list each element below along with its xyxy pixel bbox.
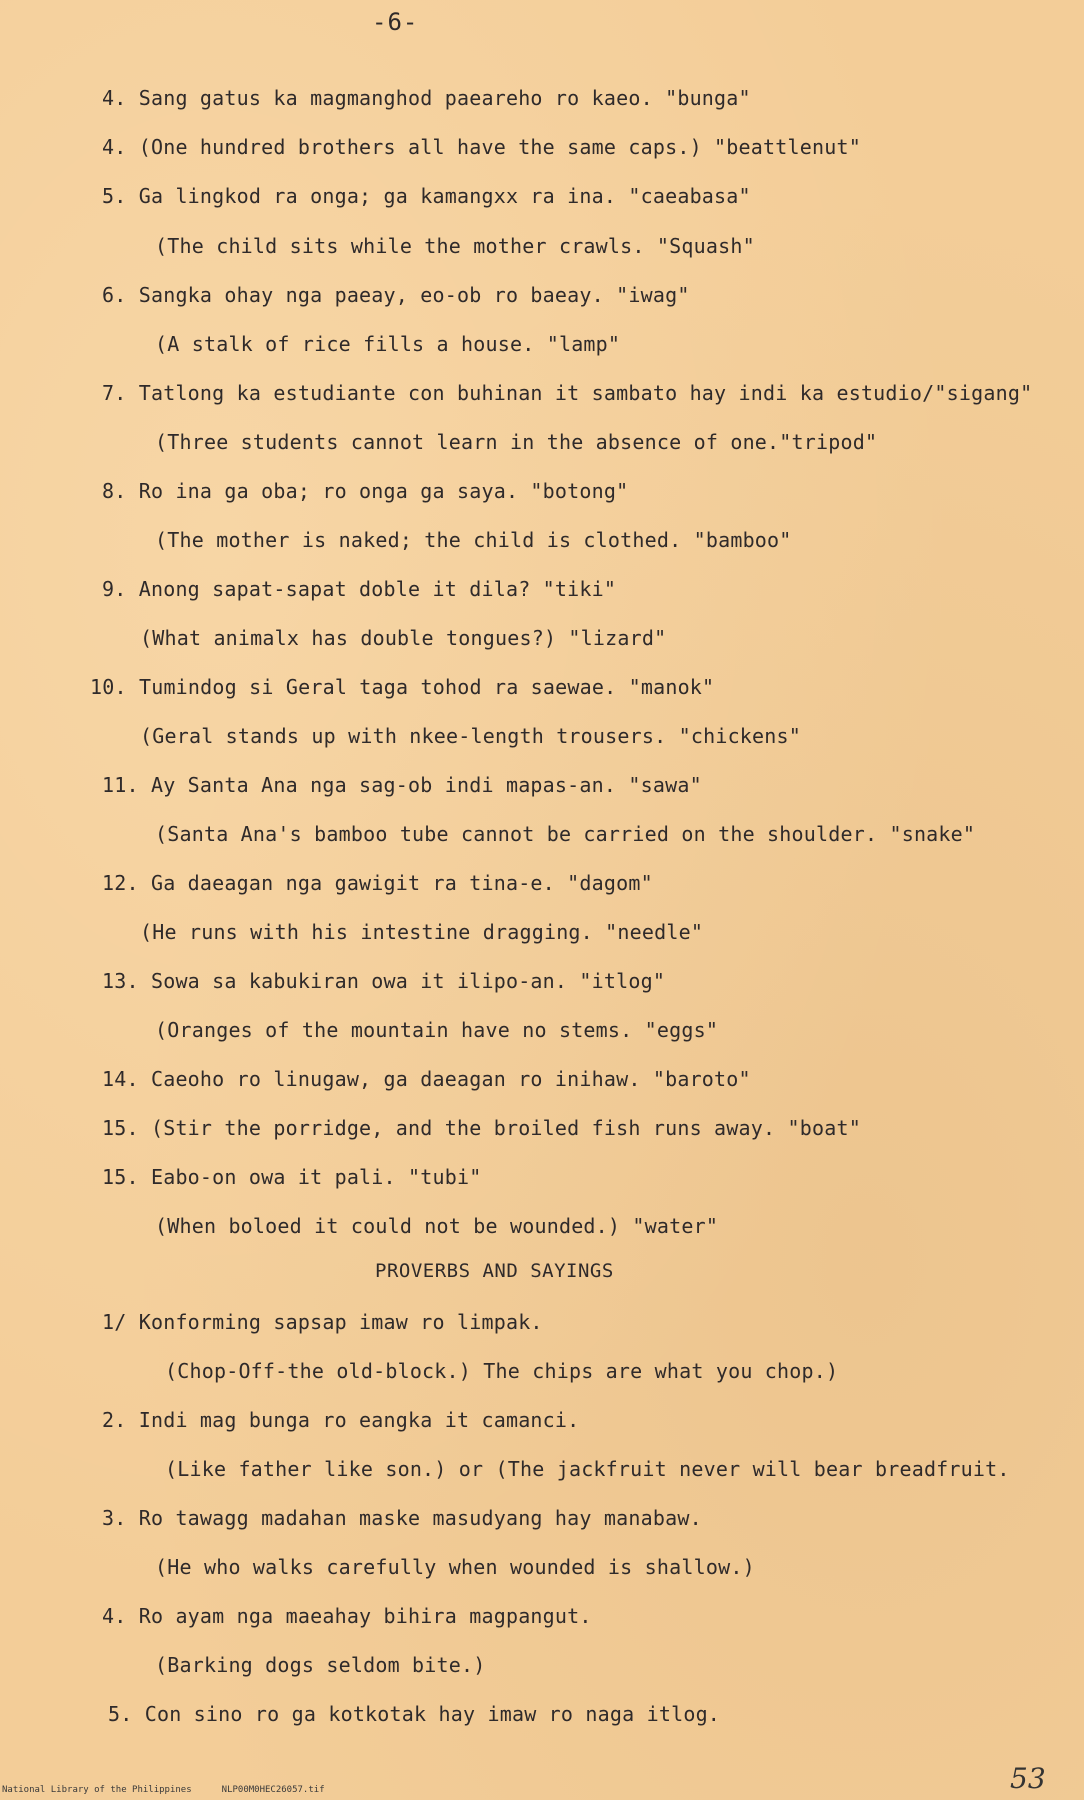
- riddle-line: 6. Sangka ohay nga paeay, eo-ob ro baeay. "iwag": [102, 283, 690, 307]
- riddle-line: 15. Eabo-on owa it pali. "tubi": [102, 1165, 482, 1189]
- riddle-line: 14. Caeoho ro linugaw, ga daeagan ro inihaw. "baroto": [102, 1067, 751, 1091]
- riddle-line: (The mother is naked; the child is clothed. "bamboo": [155, 528, 792, 552]
- proverb-line: (Barking dogs seldom bite.): [155, 1653, 486, 1677]
- riddle-line: (Geral stands up with nkee-length trousers. "chickens": [140, 724, 802, 748]
- footer: [2, 1785, 325, 1795]
- riddle-line: (The child sits while the mother crawls. "Squash": [155, 234, 755, 258]
- section-heading: PROVERBS AND SAYINGS: [375, 1260, 614, 1282]
- riddle-line: (A stalk of rice fills a house. "lamp": [155, 332, 621, 356]
- proverb-line: (Chop-Off-the old-block.) The chips are what you chop.): [165, 1359, 839, 1383]
- proverb-line: (Like father like son.) or (The jackfruit never will bear breadfruit.: [165, 1457, 1010, 1481]
- riddle-line: (When boloed it could not be wounded.) "water": [155, 1214, 719, 1238]
- riddle-line: 8. Ro ina ga oba; ro onga ga saya. "botong": [102, 479, 629, 503]
- riddle-line: (Oranges of the mountain have no stems. "eggs": [155, 1018, 719, 1042]
- proverb-line: 4. Ro ayam nga maeahay bihira magpangut.: [102, 1604, 592, 1628]
- riddle-line: 4. (One hundred brothers all have the same caps.) "beattlenut": [102, 135, 861, 159]
- riddle-line: 7. Tatlong ka estudiante con buhinan it sambato hay indi ka estudio/"sigang": [102, 381, 1033, 405]
- riddle-line: 5. Ga lingkod ra onga; ga kamangxx ra ina. "caeabasa": [102, 184, 751, 208]
- proverb-line: (He who walks carefully when wounded is shallow.): [155, 1555, 755, 1579]
- handwritten-page-number: 53: [1010, 1762, 1046, 1795]
- riddle-line: 9. Anong sapat-sapat doble it dila? "tiki": [102, 577, 617, 601]
- riddle-line: 4. Sang gatus ka magmanghod paeareho ro kaeo. "bunga": [102, 86, 751, 110]
- riddle-line: (Santa Ana's bamboo tube cannot be carried on the shoulder. "snake": [155, 822, 976, 846]
- riddle-line: (What animalx has double tongues?) "lizard": [140, 626, 667, 650]
- proverb-line: 3. Ro tawagg madahan maske masudyang hay manabaw.: [102, 1506, 702, 1530]
- footer-library: National Library of the Philippines: [2, 1785, 192, 1795]
- page-number: -6-: [372, 8, 419, 36]
- riddle-line: (Three students cannot learn in the absence of one."tripod": [155, 430, 878, 454]
- riddle-line: 11. Ay Santa Ana nga sag-ob indi mapas-an. "sawa": [102, 773, 702, 797]
- riddle-line: 15. (Stir the porridge, and the broiled fish runs away. "boat": [102, 1116, 861, 1140]
- riddle-line: 12. Ga daeagan nga gawigit ra tina-e. "dagom": [102, 871, 653, 895]
- proverb-line: 1/ Konforming sapsap imaw ro limpak.: [102, 1310, 543, 1334]
- riddle-line: 10. Tumindog si Geral taga tohod ra saewae. "manok": [90, 675, 715, 699]
- proverb-line: 2. Indi mag bunga ro eangka it camanci.: [102, 1408, 580, 1432]
- riddle-line: (He runs with his intestine dragging. "needle": [140, 920, 704, 944]
- proverb-line: 5. Con sino ro ga kotkotak hay imaw ro naga itlog.: [108, 1702, 721, 1726]
- riddle-line: 13. Sowa sa kabukiran owa it ilipo-an. "itlog": [102, 969, 666, 993]
- footer-file-id: NLP00M0HEC26057.tif: [221, 1785, 325, 1795]
